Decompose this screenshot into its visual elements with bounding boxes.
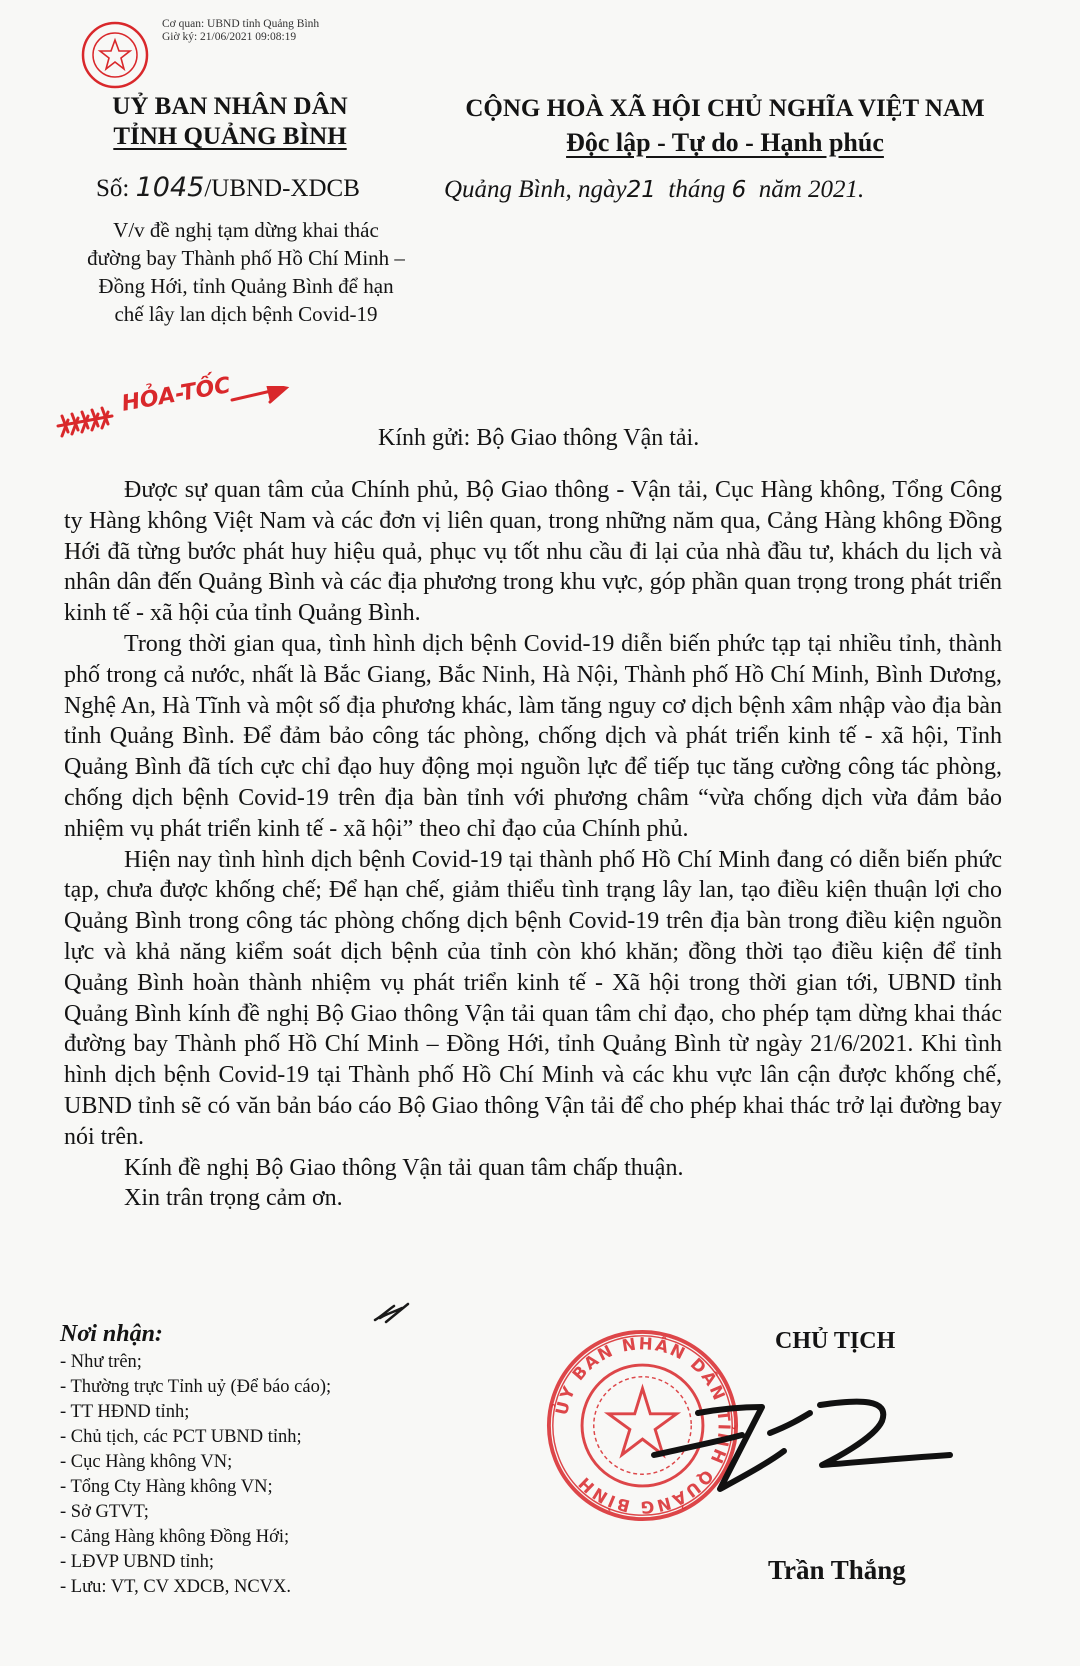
distribution-item: - Lưu: VT, CV XDCB, NCVX. bbox=[60, 1577, 292, 1597]
document-subject: V/v đề nghị tạm dừng khai thác đường bay Thành phố Hồ Chí Minh – Đồng Hới, tỉnh Quảng Bình để hạn chế lây lan dịch bệnh Covid-19 bbox=[87, 218, 405, 326]
signature-agency: Cơ quan: UBND tỉnh Quảng Bình bbox=[162, 18, 320, 30]
distribution-item: - Sở GTVT; bbox=[60, 1502, 149, 1522]
distribution-item: - Chủ tịch, các PCT UBND tỉnh; bbox=[60, 1427, 302, 1447]
recipient-line: Kính gửi: Bộ Giao thông Vận tải. bbox=[378, 425, 700, 451]
paragraph: Được sự quan tâm của Chính phủ, Bộ Giao thông - Vận tải, Cục Hàng không, Tổng Công ty Hàng không Việt Nam và các đơn vị liên quan, trong những năm qua, Cảng Hàng không Đồng Hới đã từng bước phát huy hiệu quả, phục vụ tốt nhu cầu đi lại của nhà đầu tư, khách du lịch và nhân dân đến Quảng Bình và các địa phương trong khu vực, góp phần quan trọng trong phát triển kinh tế - xã hội của tỉnh Quảng Bình. bbox=[64, 477, 1002, 627]
urgent-stamp-label: HỎA-TỐC bbox=[119, 373, 233, 417]
document-number bbox=[96, 172, 360, 203]
number-prefix: Số: bbox=[96, 175, 136, 202]
nation-name: CỘNG HOÀ XÃ HỘI CHỦ NGHĨA VIỆT NAM bbox=[465, 95, 985, 122]
handwritten-signature-icon bbox=[650, 1385, 980, 1495]
distribution-list bbox=[60, 1318, 331, 1600]
issuing-agency bbox=[60, 92, 400, 152]
signatory-name: Trần Thắng bbox=[768, 1555, 906, 1585]
digital-seal-icon bbox=[80, 20, 150, 90]
date-place: Quảng Bình, ngày bbox=[444, 176, 627, 203]
paragraph: Hiện nay tình hình dịch bệnh Covid-19 tại thành phố Hồ Chí Minh đang có diễn biến phức tạp, chưa được khống chế; Để hạn chế, giảm thiểu tình trạng lây lan, tạo điều kiện thuận lợi cho Quảng Bình trong công tác phòng chống dịch bệnh Covid-19 trên địa bàn trong điều kiện nguồn lực và khả năng kiểm soát dịch bệnh của tỉnh còn khó khăn; đồng thời tạo điều kiện để tỉnh Quảng Bình hoàn thành nhiệm vụ phát triển kinh tế - Xã hội trong thời gian tới, UBND tỉnh Quảng Bình kính đề nghị Bộ Giao thông Vận tải quan tâm chỉ đạo, cho phép tạm dừng khai thác đường bay Thành phố Hồ Chí Minh – Đồng Hới, tỉnh Quảng Bình từ ngày 21/6/2021. Khi tình hình dịch bệnh Covid-19 tại Thành phố Hồ Chí Minh và các khu vực lân cận được khống chế, UBND tỉnh sẽ có văn bản báo cáo Bộ Giao thông Vận tải để cho phép khai thác trở lại đường bay nói trên. bbox=[64, 846, 1002, 1150]
date-month-word: tháng bbox=[668, 176, 726, 203]
agency-line2: TỈNH QUẢNG BÌNH bbox=[113, 123, 347, 150]
distribution-item: - Thường trực Tỉnh uỷ (Để báo cáo); bbox=[60, 1377, 332, 1397]
national-motto bbox=[410, 92, 1040, 160]
agency-line1: UỶ BAN NHÂN DÂN bbox=[112, 93, 348, 120]
svg-text:ỦY BAN NHÂN DÂN TỈNH QUẢNG BÌN: ỦY BAN NHÂN DÂN TỈNH QUẢNG BÌNH bbox=[552, 1334, 734, 1517]
distribution-item: - Cảng Hàng không Đồng Hới; bbox=[60, 1527, 290, 1547]
date-line bbox=[444, 176, 864, 204]
number-handwritten: 1045 bbox=[135, 172, 205, 203]
closing-request: Kính đề nghị Bộ Giao thông Vận tải quan tâm chấp thuận. bbox=[124, 1154, 684, 1181]
number-suffix: /UBND-XDCB bbox=[204, 175, 360, 202]
signatory-position: CHỦ TỊCH bbox=[775, 1328, 896, 1354]
distribution-item: - Tổng Cty Hàng không VN; bbox=[60, 1477, 273, 1497]
closing-thanks: Xin trân trọng cảm ơn. bbox=[124, 1185, 343, 1212]
date-year: năm 2021. bbox=[758, 176, 865, 203]
distribution-item: - LĐVP UBND tỉnh; bbox=[60, 1552, 214, 1572]
signature-metadata bbox=[162, 18, 319, 44]
distribution-item: - TT HĐND tỉnh; bbox=[60, 1402, 190, 1422]
distribution-title: Nơi nhận: bbox=[60, 1321, 163, 1347]
letter-body bbox=[64, 475, 1002, 1214]
distribution-item: - Cục Hàng không VN; bbox=[60, 1452, 233, 1472]
paragraph: Trong thời gian qua, tình hình dịch bệnh Covid-19 diễn biến phức tạp tại nhiều tỉnh, thành phố trong cả nước, nhất là Bắc Giang, Bắc Ninh, Hà Nội, Thành phố Hồ Chí Minh, Bình Dương, Nghệ An, Hà Tĩnh và một số địa phương khác, làm tăng nguy cơ dịch bệnh xâm nhập vào địa bàn tỉnh Quảng Bình. Để đảm bảo công tác phòng, chống dịch và phát triển kinh tế - xã hội, Tỉnh Quảng Bình đã tích cực chỉ đạo huy động mọi nguồn lực để tiếp tục tăng cường công tác phòng, chống dịch bệnh Covid-19 trên địa bàn tỉnh với phương châm “vừa chống dịch vừa đảm bảo nhiệm vụ phát triển kinh tế - xã hội” theo chỉ đạo của Chính phủ. bbox=[64, 630, 1002, 842]
motto: Độc lập - Tự do - Hạnh phúc bbox=[566, 128, 884, 157]
signature-time: Giờ ký: 21/06/2021 09:08:19 bbox=[162, 31, 297, 43]
date-month: 6 bbox=[731, 177, 747, 203]
distribution-item: - Như trên; bbox=[60, 1352, 142, 1372]
date-day: 21 bbox=[626, 177, 656, 203]
initial-mark-icon bbox=[372, 1298, 412, 1326]
